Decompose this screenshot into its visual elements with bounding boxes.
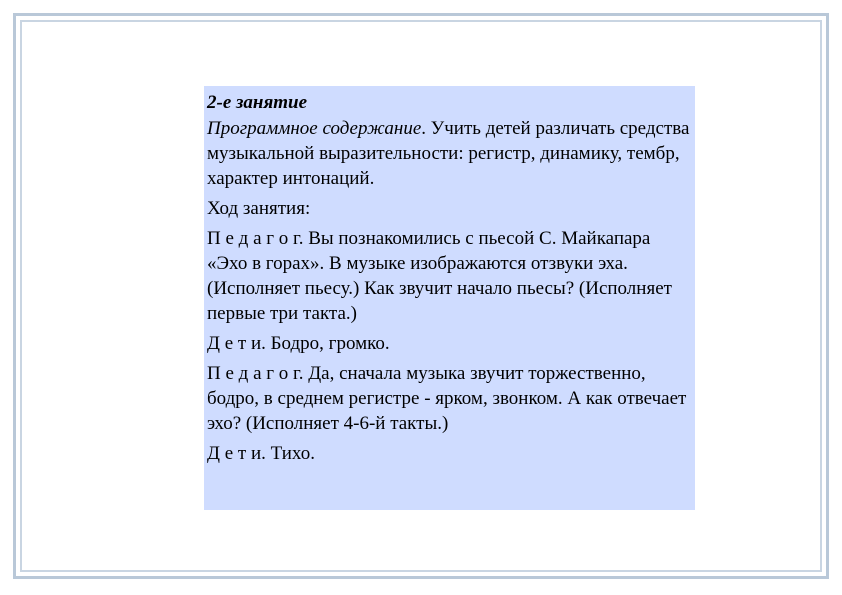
lesson-course-label: Ход занятия: [207, 198, 311, 219]
dialogue-speaker: П е д а г о г. [207, 228, 304, 249]
program-content-label: Программное содержание [207, 118, 422, 139]
program-content-paragraph [207, 116, 691, 191]
dialogue-speaker: П е д а г о г. [207, 363, 304, 384]
dialogue-line [207, 226, 691, 326]
dialogue-line [207, 441, 691, 466]
dialogue-text: Вы познакомились с пьесой С. Майкапара «Эхо в горах». В музыке изображаются отзвуки эха. (Исполняет пьесу.) Как звучит начало пьесы? (Исполняет первые три такта.) [207, 228, 672, 324]
dialogue-text: Бодро, громко. [265, 333, 390, 354]
dialogue-line [207, 331, 691, 356]
lesson-title: 2-е занятие [207, 92, 308, 113]
dialogue-text: Да, сначала музыка звучит торжественно, бодро, в среднем регистре - ярком, звонком. А как отвечает эхо? (Исполняет 4-6-й такты.) [207, 363, 687, 434]
dialogue-line [207, 361, 691, 436]
lesson-text-box [204, 86, 695, 510]
dialogue-speaker: Д е т и. [207, 443, 266, 464]
dialogue-text: Тихо. [265, 443, 315, 464]
program-content-text: . Учить детей различать средства музыкальной выразительности: регистр, динамику, тембр, характер интонаций. [207, 118, 690, 189]
dialogue-speaker: Д е т и. [207, 333, 266, 354]
